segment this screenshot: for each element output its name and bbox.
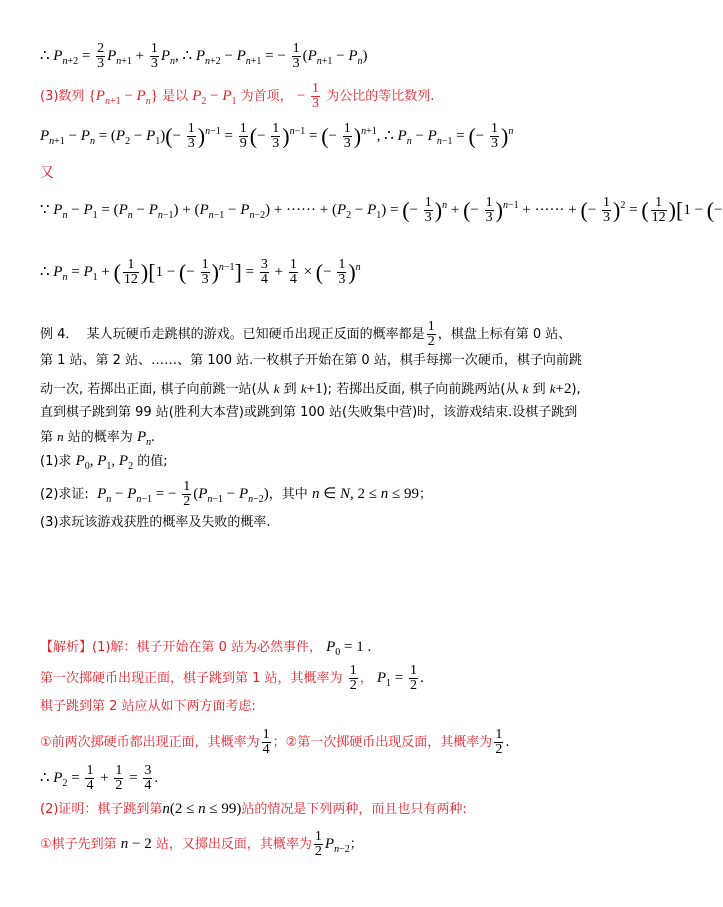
recurrence-equation: ∴ $P_{n+2}$ = $\frac{2}{3}$ $P_{n+1}$ + $\frac{1}{3}$ $P_n$, ∴ $P_{n+2} - P_{n+1}$ = − $\frac{1}{3}$ $(P_{n+1} - P_n)$ [40, 41, 368, 71]
solution-line6: (2)证明：棋子跳到第n(2 ≤ n ≤ 99)站的情况是下列两种，而且也只有两种: [40, 801, 467, 817]
example-4-line1: 例 4． 某人玩硬币走跳棋的游戏。已知硬币出现正反面的概率都是 $\frac{1}{2}$ ，棋盘上标有第 0 站、 [40, 319, 572, 349]
pn-formula: ∴ $P_n = P_1$ + ( $\frac{1}{12}$ )[1 − (− $\frac{1}{3}$ )$^{n-1}$] = $\frac{3}{4}$ + $\frac{1}{4}$ × (− $\frac{1}{3}$ )$^n$ [40, 257, 361, 287]
solution-line2: 第一次掷硬币出现正面，棋子跳到第 1 站，其概率为 $\frac{1}{2}$ ， $P_1$ = $\frac{1}{2}$ . [40, 663, 424, 694]
solution-line4: ①前两次掷硬币都出现正面，其概率为 $\frac{1}{4}$ ；②第一次掷硬币出现反面，其概率为 $\frac{1}{2}$ . [40, 727, 510, 757]
solution-p2: ∴ $P_2$ = $\frac{1}{4}$ + $\frac{1}{2}$ = $\frac{3}{4}$ . [40, 763, 159, 793]
solution-line1: 【解析】(1)解：棋子开始在第 0 站为必然事件， $P_0 = 1$ . [40, 639, 372, 658]
also-label: 又 [40, 165, 54, 181]
question-1: (1)求 $P_0$, $P_1$, $P_2$ 的值; [40, 453, 168, 472]
solution-line3: 棋子跳到第 2 站应从如下两方面考虑: [40, 699, 256, 714]
example-4-line4: 直到棋子跳到第 99 站(胜利大本营)或跳到第 100 站(失败集中营)时，该游戏结束.设棋子跳到 [40, 405, 578, 420]
difference-formula: $P_{n+1} - P_n = (P_2 - P_1)(-$ $\frac{1}{3}$ )$^{n-1}$ = $\frac{1}{9}$ (− $\frac{1}{3}$ )$^{n-1}$ = (− $\frac{1}{3}$ )$^{n+1}$, ∴ $P_n - P_{n-1}$ = (− $\frac{1}{3}$ )$^n$ [40, 121, 514, 151]
solution-line7: ①棋子先到第 n − 2 站，又掷出反面，其概率为 $\frac{1}{2}$ $P_{n-2}$； [40, 829, 363, 859]
telescoping-sum: ∵ $P_n - P_1 = (P_n - P_{n-1}) + (P_{n-1} - P_{n-2})$ + ······ + $(P_2 - P_1)$ = (− $\frac{1}{3}$ )$^n$ + (− $\frac{1}{3}$ )$^{n-1}$ + ······ + (− $\frac{1}{3}$ )$^2$ = ( $\frac{1}{12}$ )[1 − (− [40, 195, 723, 225]
example-4-line5: 第 n 站的概率为 $P_n$. [40, 429, 155, 448]
question-3: (3)求玩该游戏获胜的概率及失败的概率. [40, 515, 271, 530]
item-3-statement: (3)数列 $\{P_{n+1} - P_n\}$ 是以 $P_2 - P_1$ 为首项， − $\frac{1}{3}$ 为公比的等比数列. [40, 81, 435, 111]
example-4-line3: 动一次, 若掷出正面, 棋子向前跳一站(从 k 到 k+1); 若掷出反面, 棋子向前跳两站(从 k 到 k+2), [40, 381, 581, 397]
question-2: (2)求证: $P_n - P_{n-1}$ = − $\frac{1}{2}$ $(P_{n-1} - P_{n-2})$，其中 n ∈ N, 2 ≤ n ≤ 99； [40, 479, 433, 509]
example-4-line2: 第 1 站、第 2 站、……、第 100 站.一枚棋子开始在第 0 站，棋手每掷一次硬币，棋子向前跳 [40, 353, 582, 368]
